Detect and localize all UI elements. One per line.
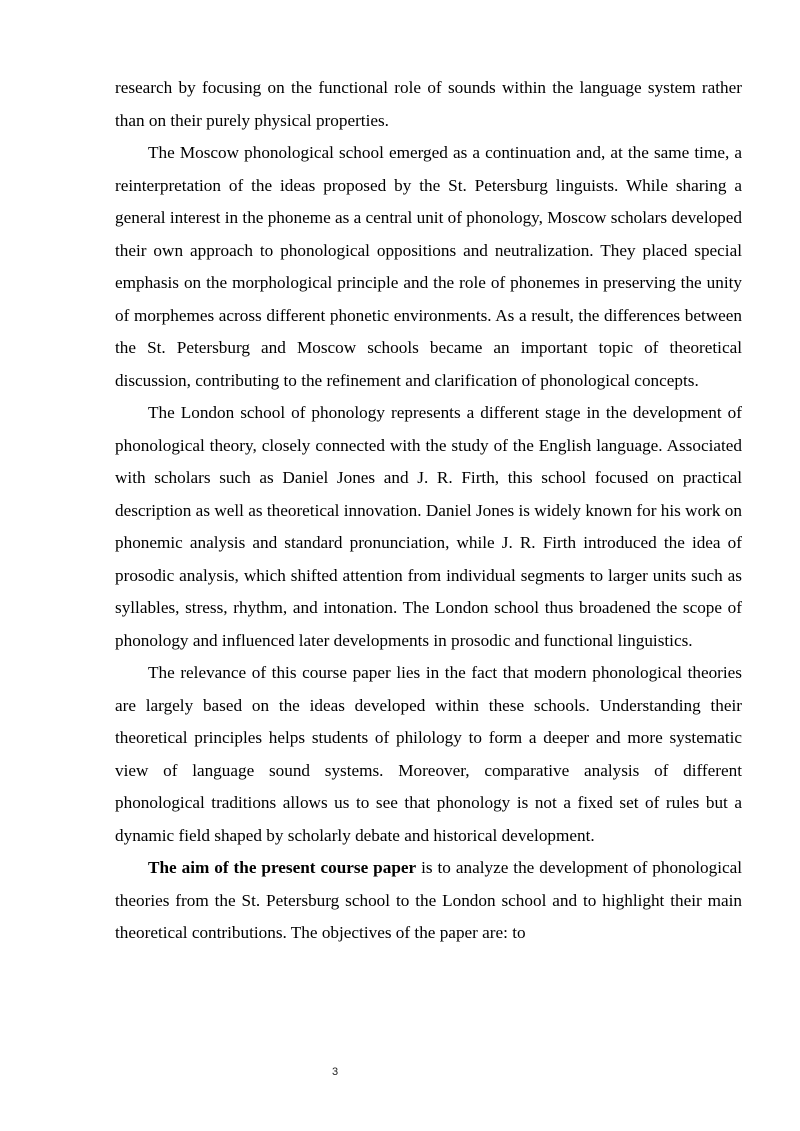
aim-heading-phrase: The aim of the present course paper [148,858,417,877]
aim-text: is to analyze the development of phonological theories from the St. Petersburg school to the London school and to highlight their main theoretical contributions. The objectives of the paper are: to [115,858,743,942]
paragraph-continuation: research by focusing on the functional role of sounds within the language system rather than on their purely physical properties. [115,78,742,130]
paragraph-aim [115,852,742,950]
paragraph-moscow-school: The Moscow phonological school emerged as a continuation and, at the same time, a reinterpretation of the ideas proposed by the St. Petersburg linguists. While sharing a general interest in the phoneme as a central unit of phonology, Moscow scholars developed their own approach to phonological oppositions and neutralization. They placed special emphasis on the morphological principle and the role of phonemes in preserving the unity of morphemes across different phonetic environments. As a result, the differences between the St. Petersburg and Moscow schools became an important topic of theoretical discussion, contributing to the refinement and clarification of phonological concepts. [115,143,742,390]
body-text [115,72,742,950]
paragraph-london-school: The London school of phonology represents a different stage in the development of phonological theory, closely connected with the study of the English language. Associated with scholars such as Daniel Jones and J. R. Firth, this school focused on practical description as well as theoretical innovation. Daniel Jones is widely known for his work on phonemic analysis and standard pronunciation, while J. R. Firth introduced the idea of prosodic analysis, which shifted attention from individual segments to larger units such as syllables, stress, rhythm, and intonation. The London school thus broadened the scope of phonology and influenced later developments in prosodic and functional linguistics. [115,403,742,650]
paragraph-relevance: The relevance of this course paper lies in the fact that modern phonological theories are largely based on the ideas developed within these schools. Understanding their theoretical principles helps students of philology to form a deeper and more systematic view of language sound systems. Moreover, comparative analysis of different phonological traditions allows us to see that phonology is not a fixed set of rules but a dynamic field shaped by scholarly debate and historical development. [115,663,742,845]
page-number: 3 [331,1066,339,1078]
